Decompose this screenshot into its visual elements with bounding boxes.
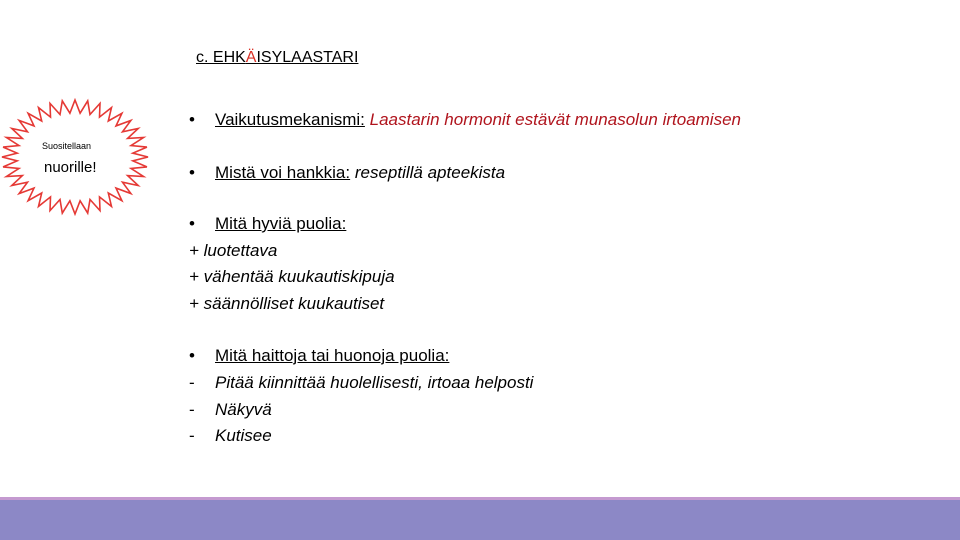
dash: - [189, 400, 195, 419]
title-prefix: c. EHK [196, 49, 246, 66]
footer-bar [0, 497, 960, 540]
title-highlight: Ä [245, 49, 257, 66]
cons-line [189, 346, 449, 366]
starburst-outline [2, 100, 148, 214]
slide-title [196, 49, 358, 67]
mechanism-label: Vaikutusmekanismi: [215, 110, 365, 129]
cons-item [189, 373, 533, 393]
cons-item-text: Pitää kiinnittää huolellisesti, irtoaa helposti [215, 373, 534, 392]
bullet: • [189, 346, 195, 365]
burst-small-text: Suositellaan [42, 141, 92, 151]
dash: - [189, 373, 195, 392]
cons-item [189, 400, 272, 420]
starburst-icon [0, 98, 150, 216]
mechanism-line [189, 110, 741, 130]
burst-big-text: nuorille! [44, 159, 97, 176]
bullet: • [189, 163, 195, 182]
where-line [189, 163, 505, 183]
pros-line [189, 214, 346, 234]
pros-item: + säännölliset kuukautiset [189, 294, 385, 313]
mechanism-text: Laastarin hormonit estävät munasolun irtoamisen [364, 110, 741, 129]
pros-label: Mitä hyviä puolia: [215, 214, 347, 233]
cons-item [189, 426, 272, 446]
pros-item: + vähentää kuukautiskipuja [189, 267, 395, 286]
cons-item-text: Kutisee [215, 426, 272, 445]
title-suffix: ISYLAASTARI [256, 49, 359, 66]
cons-label: Mitä haittoja tai huonoja puolia: [215, 346, 450, 365]
starburst-badge [0, 98, 150, 216]
dash: - [189, 426, 195, 445]
where-text: reseptillä apteekista [350, 163, 506, 182]
where-label: Mistä voi hankkia: [215, 163, 351, 182]
bullet: • [189, 214, 195, 233]
bullet: • [189, 110, 195, 129]
pros-item: + luotettava [189, 241, 278, 260]
cons-item-text: Näkyvä [215, 400, 272, 419]
